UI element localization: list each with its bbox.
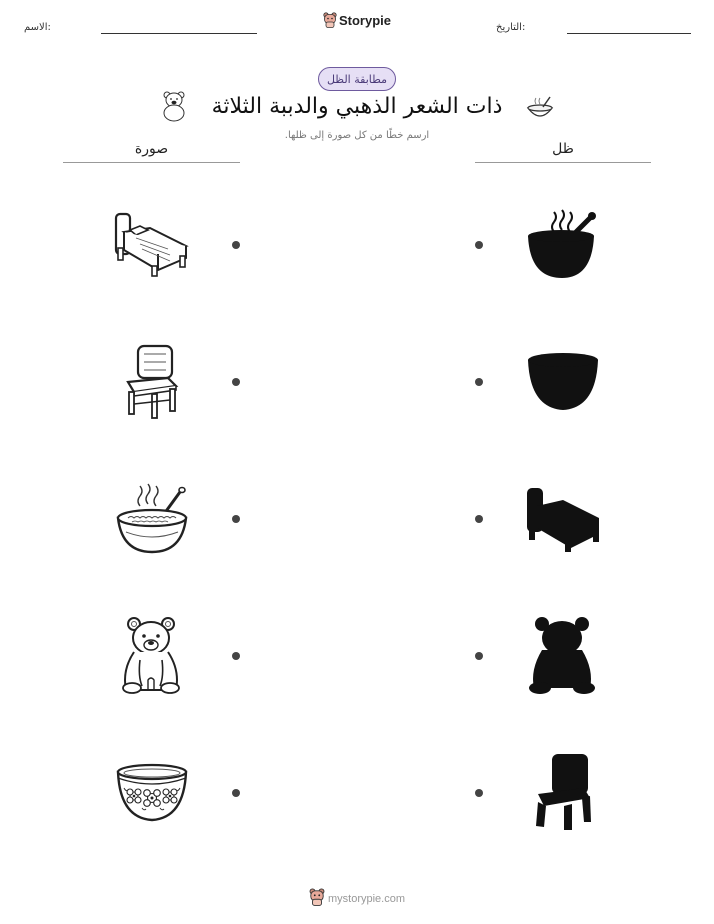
picture-dot-2[interactable] xyxy=(232,378,240,386)
date-line[interactable] xyxy=(567,33,691,34)
steaming-bowl-silhouette xyxy=(526,208,598,280)
porridge-bowl-icon xyxy=(114,486,190,558)
picture-dot-5[interactable] xyxy=(232,789,240,797)
shadow-dot-3[interactable] xyxy=(475,515,483,523)
footer xyxy=(0,888,714,906)
bed-icon xyxy=(110,208,190,280)
bear-icon xyxy=(118,616,186,696)
worksheet-title: ذات الشعر الذهبي والدببة الثلاثة xyxy=(211,94,503,119)
porridge-title-icon xyxy=(526,94,554,122)
bear-title-icon xyxy=(160,90,188,122)
footer-site[interactable]: mystorypie.com xyxy=(327,893,406,905)
bowl-silhouette xyxy=(526,350,600,414)
shadow-column-heading: ظل xyxy=(552,141,574,157)
name-label: الاسم: xyxy=(24,22,51,33)
brand-logo xyxy=(0,12,714,28)
bear-silhouette xyxy=(528,616,596,694)
shadow-dot-4[interactable] xyxy=(475,652,483,660)
date-label: التاريخ: xyxy=(496,22,526,33)
shadow-dot-2[interactable] xyxy=(475,378,483,386)
bear-logo-icon xyxy=(323,12,337,28)
name-line[interactable] xyxy=(101,33,257,34)
chair-silhouette xyxy=(534,752,594,832)
picture-column-heading: صورة xyxy=(134,141,169,157)
bed-silhouette xyxy=(525,484,601,554)
shadow-dot-1[interactable] xyxy=(475,241,483,249)
shadow-column-rule xyxy=(475,162,651,163)
bear-logo-icon xyxy=(309,888,325,906)
picture-dot-3[interactable] xyxy=(232,515,240,523)
shadow-dot-5[interactable] xyxy=(475,789,483,797)
instructions: ارسم خطًا من كل صورة إلى ظلها. xyxy=(284,130,430,141)
flowered-bowl-icon xyxy=(114,762,190,824)
picture-dot-4[interactable] xyxy=(232,652,240,660)
picture-dot-1[interactable] xyxy=(232,241,240,249)
brand-name: Storypie xyxy=(338,13,391,28)
chair-icon xyxy=(120,342,182,422)
activity-badge: مطابقة الظل xyxy=(318,67,396,91)
picture-column-rule xyxy=(63,162,240,163)
